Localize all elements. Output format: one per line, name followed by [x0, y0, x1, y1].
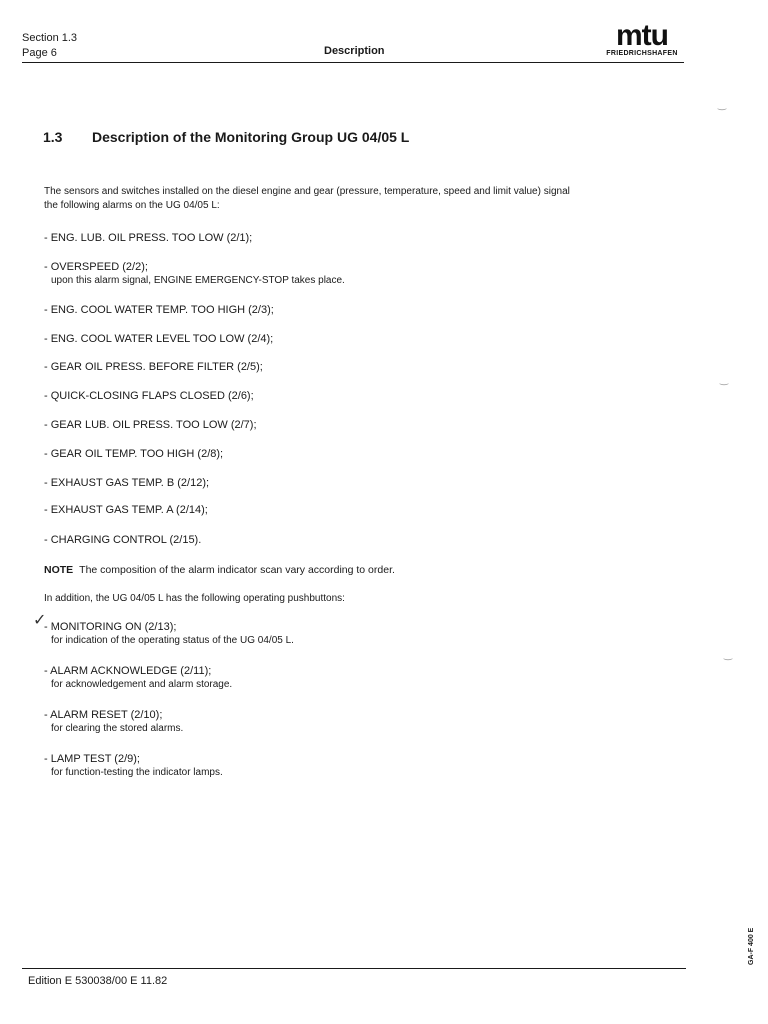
- pushbutton-item-note: for function-testing the indicator lamps.: [51, 767, 223, 778]
- alarm-item: - GEAR OIL TEMP. TOO HIGH (2/8);: [44, 448, 224, 460]
- pushbutton-item-note: for clearing the stored alarms.: [51, 723, 184, 734]
- intro-line-2: the following alarms on the UG 04/05 L:: [44, 200, 220, 211]
- section-heading: [43, 129, 409, 145]
- pushbutton-item: - ALARM RESET (2/10); for clearing the stored alarms.: [44, 709, 184, 734]
- scan-mark: ‿: [720, 375, 729, 386]
- heading-text: Description of the Monitoring Group UG 04/05 L: [92, 129, 410, 145]
- scan-mark: ‿: [718, 100, 727, 111]
- alarm-item: - EXHAUST GAS TEMP. A (2/14);: [44, 504, 208, 516]
- section-label: Section 1.3: [22, 32, 78, 44]
- checkmark-icon: ✓: [33, 612, 47, 629]
- logo-word: mtu: [616, 19, 668, 52]
- pushbuttons-intro: In addition, the UG 04/05 L has the following operating pushbuttons:: [44, 593, 345, 604]
- alarm-item: - ENG. LUB. OIL PRESS. TOO LOW (2/1);: [44, 232, 253, 244]
- intro-paragraph: [44, 185, 570, 213]
- alarm-item: - ENG. COOL WATER LEVEL TOO LOW (2/4);: [44, 333, 274, 345]
- side-code: GA-F 400 E: [748, 927, 755, 965]
- alarm-item: - GEAR OIL PRESS. BEFORE FILTER (2/5);: [44, 361, 263, 373]
- footer-rule: [22, 968, 686, 969]
- logo-subtitle: FRIEDRICHSHAFEN: [606, 50, 678, 57]
- note-text: The composition of the alarm indicator scan vary according to order.: [79, 564, 395, 576]
- alarm-item: - CHARGING CONTROL (2/15).: [44, 534, 202, 546]
- pushbutton-item: - MONITORING ON (2/13); for indication of the operating status of the UG 04/05 L.: [44, 621, 294, 646]
- scan-mark: ‿: [724, 650, 733, 661]
- pushbutton-item-note: for acknowledgement and alarm storage.: [51, 679, 233, 690]
- intro-line-1: The sensors and switches installed on the diesel engine and gear (pressure, temperature, speed and limit value) signal: [44, 186, 570, 197]
- edition-label: Edition E 530038/00 E 11.82: [28, 975, 168, 987]
- header-rule: [22, 62, 684, 63]
- alarm-item-note: upon this alarm signal, ENGINE EMERGENCY-STOP takes place.: [51, 275, 345, 286]
- page-label: Page 6: [22, 47, 57, 59]
- alarm-item: - OVERSPEED (2/2); upon this alarm signal, ENGINE EMERGENCY-STOP takes place.: [44, 261, 345, 286]
- alarm-item: - EXHAUST GAS TEMP. B (2/12);: [44, 477, 210, 489]
- alarm-item: - QUICK-CLOSING FLAPS CLOSED (2/6);: [44, 390, 254, 402]
- mtu-logo: [600, 19, 684, 57]
- pushbutton-item: - LAMP TEST (2/9); for function-testing the indicator lamps.: [44, 753, 223, 778]
- heading-number: 1.3: [43, 129, 63, 145]
- note-label: NOTE: [44, 564, 74, 576]
- alarm-item: - ENG. COOL WATER TEMP. TOO HIGH (2/3);: [44, 304, 274, 316]
- note: [44, 563, 395, 577]
- alarm-item: - GEAR LUB. OIL PRESS. TOO LOW (2/7);: [44, 419, 257, 431]
- pushbutton-item: - ALARM ACKNOWLEDGE (2/11); for acknowledgement and alarm storage.: [44, 665, 233, 690]
- header-title: Description: [324, 45, 385, 57]
- pushbutton-item-note: for indication of the operating status of the UG 04/05 L.: [51, 635, 294, 646]
